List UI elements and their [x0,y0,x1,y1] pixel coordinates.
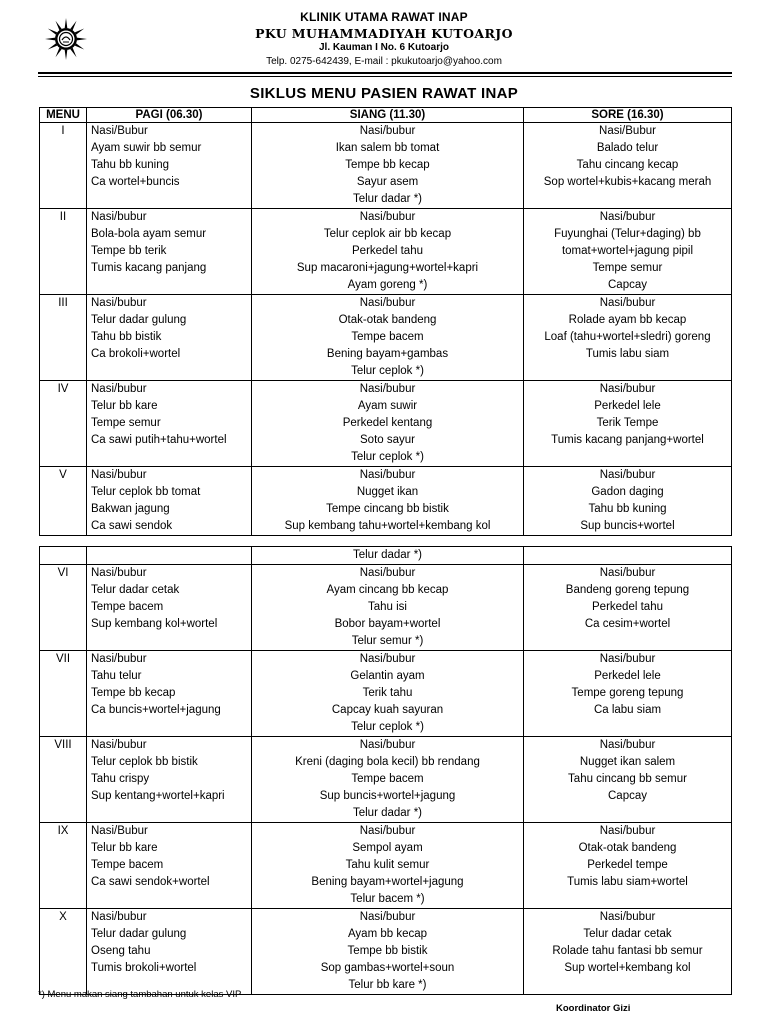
sore-menu-item [524,191,731,208]
pagi-menu-item: Nasi/Bubur [91,825,148,837]
pagi-menu-item [91,449,251,466]
siang-menu-item: Nasi/bubur [359,653,416,665]
siang-menu-item: Tahu kulit semur [345,859,430,871]
sore-menu-item: Loaf (tahu+wortel+sledri) goreng [544,331,711,343]
pagi-menu-item: Nasi/Bubur [91,125,148,137]
sore-menu-item: Nasi/bubur [599,567,656,579]
pagi-menu-item: Nasi/bubur [91,297,147,309]
siang-menu-item: Ayam suwir [357,400,418,412]
pagi-menu-item: Telur ceplok bb tomat [91,486,201,498]
pagi-menu-item: Tahu bb kuning [91,159,170,171]
pagi-menu-item: Tempe bb kecap [91,687,176,699]
siang-menu-item: Ikan salem bb tomat [335,142,440,154]
menu-row [40,123,732,209]
sore-menu-item: Balado telur [596,142,659,154]
sore-menu-item: Tempe goreng tepung [571,687,684,699]
sore-menu-item [524,363,731,380]
pagi-menu-item: Tahu crispy [91,773,150,785]
pagi-menu-item [91,891,251,908]
siang-menu-item: Nasi/bubur [359,911,416,923]
sore-menu-cell [524,295,732,381]
sore-menu-item: Rolade tahu fantasi bb semur [552,945,703,957]
siang-menu-item: Telur bb kare *) [348,979,427,991]
pagi-menu-item: Bakwan jagung [91,503,170,515]
menu-number: VII [55,653,71,665]
column-header-pagi: PAGI (06.30) [87,108,252,123]
siang-menu-item: Ayam goreng *) [347,279,428,291]
pagi-menu-item: Tumis kacang panjang [91,262,207,274]
menu-number-cell [40,295,87,381]
sore-menu-item: Bandeng goreng tepung [565,584,690,596]
pagi-menu-cell [87,565,252,651]
sore-menu-item: Nasi/bubur [599,297,656,309]
sore-menu-cell [524,381,732,467]
clinic-subtitle: PKU MUHAMMADIYAH KUTOARJO [255,26,513,41]
pagi-menu-item: Ca sawi putih+tahu+wortel [91,434,227,446]
siang-menu-item: Sup macaroni+jagung+wortel+kapri [296,262,479,274]
sore-menu-cell [524,737,732,823]
pagi-menu-item: Telur bb kare [91,400,158,412]
sore-menu-item [524,449,731,466]
menu-row [40,295,732,381]
siang-menu-item: Bening bayam+gambas [326,348,449,360]
sore-menu-item: Rolade ayam bb kecap [568,314,687,326]
siang-menu-cell [252,565,524,651]
pagi-menu-item [91,191,251,208]
pagi-menu-item: Nasi/bubur [91,653,147,665]
pagi-menu-item: Sup kentang+wortel+kapri [91,790,225,802]
sore-menu-item: Sop wortel+kubis+kacang merah [543,176,712,188]
siang-menu-item: Gelantin ayam [350,670,425,682]
sore-menu-cell [524,651,732,737]
menu-number-cell [40,467,87,536]
sore-menu-item: Nasi/bubur [599,469,656,481]
vip-footnote: *) Menu makan siang tambahan untuk kelas VIP [38,989,242,1000]
siang-menu-item: Nugget ikan [356,486,419,498]
clinic-address: Jl. Kauman I No. 6 Kutoarjo [318,42,450,53]
sore-menu-item: Perkedel lele [594,400,661,412]
pagi-menu-item: Nasi/bubur [91,211,147,223]
pagi-menu-item: Sup kembang kol+wortel [91,618,218,630]
siang-menu-cell [252,209,524,295]
sore-menu-item: Nasi/bubur [599,211,656,223]
siang-menu-item: Telur ceplok *) [351,721,424,733]
pagi-menu-item: Tempe bacem [91,601,164,613]
siang-menu-item: Otak-otak bandeng [338,314,437,326]
sore-menu-item: Perkedel tahu [592,601,663,613]
siang-menu-item: Bobor bayam+wortel [334,618,441,630]
menu-number: II [59,211,67,223]
pagi-menu-cell [87,823,252,909]
siang-menu-item: Nasi/bubur [359,383,416,395]
siang-menu-item: Sup kembang tahu+wortel+kembang kol [284,520,491,532]
pagi-menu-item: Ca wortel+buncis [91,176,180,188]
sore-menu-item: Tumis kacang panjang+wortel [551,434,704,446]
pagi-menu-item: Oseng tahu [91,945,151,957]
siang-menu-item: Nasi/bubur [359,297,416,309]
sore-menu-cell [524,209,732,295]
pagi-menu-cell [87,651,252,737]
pagi-menu-item [91,633,251,650]
sore-menu-item: Nugget ikan salem [579,756,676,768]
siang-menu-item: Tempe bacem [351,331,424,343]
sore-menu-item: tomat+wortel+jagung pipil [561,245,694,257]
sore-menu-cell [524,123,732,209]
menu-number: IV [57,383,69,395]
sore-menu-item: Sup buncis+wortel [580,520,675,532]
menu-number-cell [40,737,87,823]
clinic-name: KLINIK UTAMA RAWAT INAP [300,10,468,24]
pagi-menu-item: Ca brokoli+wortel [91,348,181,360]
sore-menu-item: Tumis labu siam [585,348,670,360]
siang-menu-item: Sayur asem [356,176,419,188]
sore-menu-item: Tumis labu siam+wortel [567,876,688,888]
menu-number: X [59,911,67,923]
menu-row [40,381,732,467]
menu-number-cell [40,823,87,909]
menu-table-part-1 [39,107,732,536]
header-divider-thick [38,72,732,74]
sore-menu-item: Nasi/bubur [599,383,656,395]
pagi-menu-item: Tempe bb terik [91,245,167,257]
pagi-menu-cell [87,123,252,209]
pagi-menu-item: Nasi/bubur [91,567,147,579]
sore-menu-item [524,633,731,650]
menu-number-cell [40,909,87,995]
menu-row [40,909,732,995]
sore-menu-item [524,805,731,822]
pagi-menu-cell [87,209,252,295]
siang-menu-item: Sempol ayam [352,842,423,854]
sore-menu-item: Ca labu siam [593,704,662,716]
siang-menu-item: Terik tahu [362,687,413,699]
siang-menu-item: Tempe bb bistik [347,945,428,957]
menu-table-part-2 [39,546,732,995]
siang-menu-item: Nasi/bubur [359,125,416,137]
pagi-menu-item [91,277,251,294]
sore-menu-item [524,891,731,908]
sore-menu-cell [524,467,732,536]
menu-row [40,467,732,536]
siang-menu-cell [252,381,524,467]
siang-menu-cell [252,295,524,381]
siang-menu-item: Ayam bb kecap [347,928,428,940]
sore-menu-item: Nasi/bubur [599,911,656,923]
pagi-menu-item: Ayam suwir bb semur [91,142,202,154]
siang-menu-item: Nasi/bubur [359,469,416,481]
siang-menu-item: Tahu isi [368,601,407,613]
menu-row [40,823,732,909]
pagi-menu-item: Tempe semur [91,417,161,429]
page-title: SIKLUS MENU PASIEN RAWAT INAP [249,85,519,102]
siang-menu-item: Tempe cincang bb bistik [326,503,449,515]
siang-menu-cell [252,909,524,995]
siang-menu-item: Soto sayur [360,434,415,446]
siang-menu-item: Telur dadar *) [352,807,423,819]
pagi-menu-item: Telur ceplok bb bistik [91,756,198,768]
sore-menu-item: Tempe semur [592,262,663,274]
sore-menu-item [524,977,731,994]
pagi-menu-item [91,805,251,822]
pagi-menu-item: Ca buncis+wortel+jagung [91,704,221,716]
pagi-menu-item: Tahu bb bistik [91,331,162,343]
siang-menu-item: Telur ceplok air bb kecap [323,228,452,240]
sore-menu-item: Telur dadar cetak [583,928,672,940]
siang-menu-item: Nasi/bubur [359,825,416,837]
menu-number-cell [40,565,87,651]
sore-menu-item: Capcay [608,279,647,291]
pagi-menu-cell [87,909,252,995]
coordinator-signature-label: Koordinator Gizi [556,1003,631,1014]
siang-menu-item: Tempe bb kecap [345,159,430,171]
siang-menu-cell [252,651,524,737]
sore-menu-cell [524,565,732,651]
pagi-menu-item: Telur bb kare [91,842,158,854]
continuation-pagi-cell [87,547,252,565]
siang-menu-item: Telur dadar *) [352,193,423,205]
siang-menu-cell [252,467,524,536]
sore-menu-item: Nasi/bubur [599,825,656,837]
menu-number: V [59,469,67,481]
siang-menu-item: Sop gambas+wortel+soun [320,962,455,974]
sore-menu-item: Ca cesim+wortel [584,618,671,630]
pagi-menu-item: Telur dadar cetak [91,584,180,596]
sore-menu-item: Terik Tempe [596,417,659,429]
document-header [0,0,768,78]
pagi-menu-item [91,363,251,380]
siang-menu-item: Perkedel tahu [352,245,423,257]
menu-number: IX [57,825,69,837]
pagi-menu-item: Tahu telur [91,670,142,682]
siang-menu-item: Perkedel kentang [342,417,433,429]
menu-number-cell [40,381,87,467]
pagi-menu-cell [87,295,252,381]
siang-menu-item: Tempe bacem [351,773,424,785]
siang-menu-item: Sup buncis+wortel+jagung [319,790,456,802]
pagi-menu-cell [87,737,252,823]
menu-number-cell [40,209,87,295]
sore-menu-item: Tahu cincang kecap [576,159,679,171]
sore-menu-item: Gadon daging [591,486,664,498]
siang-menu-item: Telur bacem *) [350,893,425,905]
menu-number-cell [40,651,87,737]
sore-menu-item: Otak-otak bandeng [578,842,677,854]
sore-menu-item: Perkedel tempe [587,859,668,871]
siang-menu-item: Nasi/bubur [359,739,416,751]
header-divider-thin [38,76,732,77]
siang-menu-item: Bening bayam+wortel+jagung [311,876,464,888]
pagi-menu-item: Nasi/bubur [91,739,147,751]
pagi-menu-item: Nasi/bubur [91,911,147,923]
siang-menu-cell [252,823,524,909]
pagi-menu-item: Tumis brokoli+wortel [91,962,197,974]
sore-menu-item: Fuyunghai (Telur+daging) bb [554,228,701,240]
menu-number-cell [40,123,87,209]
menu-row [40,651,732,737]
column-header-sore: SORE (16.30) [524,108,732,123]
pagi-menu-item: Nasi/bubur [91,383,147,395]
menu-number: VI [57,567,69,579]
sore-menu-item: Nasi/Bubur [599,125,656,137]
column-header-menu: MENU [40,108,87,123]
pagi-menu-item: Tempe bacem [91,859,164,871]
pagi-menu-item [91,719,251,736]
siang-menu-item: Kreni (daging bola kecil) bb rendang [295,756,480,768]
pagi-menu-item: Ca sawi sendok+wortel [91,876,210,888]
sore-menu-item: Tahu cincang bb semur [568,773,687,785]
pagi-menu-cell [87,467,252,536]
table-header-row [40,108,732,123]
sore-menu-item: Nasi/bubur [599,653,656,665]
sore-menu-cell [524,823,732,909]
siang-menu-item: Capcay kuah sayuran [331,704,444,716]
pagi-menu-item: Telur dadar gulung [91,314,187,326]
siang-menu-cell [252,123,524,209]
menu-row [40,737,732,823]
continuation-siang-cell [252,547,524,565]
continuation-sore-cell [524,547,732,565]
sore-menu-item: Capcay [608,790,647,802]
continuation-siang-line: Telur dadar *) [352,549,423,561]
siang-menu-item: Nasi/bubur [359,211,416,223]
column-header-siang: SIANG (11.30) [252,108,524,123]
clinic-contact: Telp. 0275-642439, E-mail : pkukutoarjo@yahoo.com [266,56,502,67]
sore-menu-item [524,719,731,736]
sore-menu-item: Tahu bb kuning [588,503,667,515]
siang-menu-item: Ayam cincang bb kecap [326,584,449,596]
pagi-menu-item: Ca sawi sendok [91,520,173,532]
pagi-menu-item: Nasi/bubur [91,469,147,481]
siang-menu-item: Telur semur *) [351,635,424,647]
siang-menu-item: Nasi/bubur [359,567,416,579]
menu-number: I [61,125,65,137]
siang-menu-cell [252,737,524,823]
menu-number: III [58,297,68,309]
menu-number: VIII [54,739,72,751]
sore-menu-cell [524,909,732,995]
siang-menu-item: Telur ceplok *) [351,365,424,377]
pagi-menu-cell [87,381,252,467]
menu-row [40,565,732,651]
menu-row [40,209,732,295]
sore-menu-item: Nasi/bubur [599,739,656,751]
siang-menu-item: Telur ceplok *) [351,451,424,463]
continuation-menu-cell [40,547,87,565]
sore-menu-item: Perkedel lele [594,670,661,682]
pagi-menu-item: Bola-bola ayam semur [91,228,207,240]
pagi-menu-item: Telur dadar gulung [91,928,187,940]
sore-menu-item: Sup wortel+kembang kol [564,962,691,974]
continuation-row [40,547,732,565]
